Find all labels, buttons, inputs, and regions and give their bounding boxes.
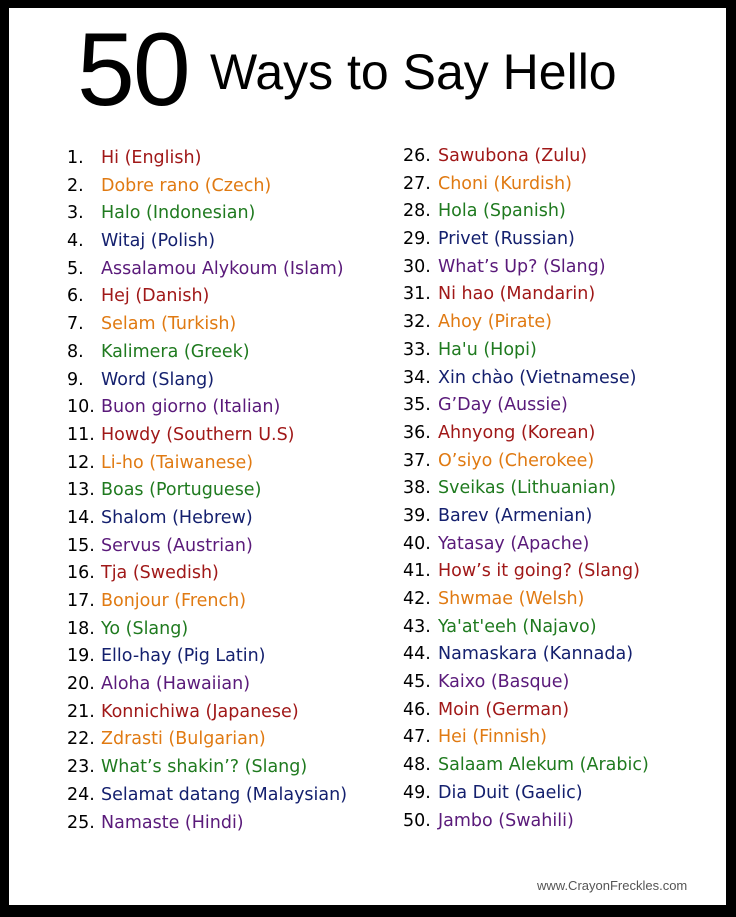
greeting-phrase: Ni hao (Mandarin): [438, 284, 596, 305]
greeting-number: 36.: [403, 422, 431, 443]
greetings-list-right: [403, 143, 649, 835]
greeting-number: 23.: [67, 757, 95, 778]
greeting-number: 15.: [67, 535, 95, 556]
greeting-phrase: Shwmae (Welsh): [438, 589, 585, 609]
greeting-phrase: Servus (Austrian): [101, 535, 253, 556]
greetings-list-left: [67, 145, 347, 837]
greeting-phrase: Ya'at'eeh (Najavo): [438, 616, 597, 637]
greeting-item: [67, 782, 347, 810]
greeting-item: [67, 145, 347, 173]
title-number: 50: [77, 12, 189, 128]
greeting-item: [67, 810, 347, 838]
greeting-number: 20.: [67, 674, 95, 695]
greeting-phrase: Hi (English): [101, 148, 202, 168]
greeting-item: [67, 339, 347, 367]
greeting-number: 46.: [403, 699, 431, 720]
greeting-item: [67, 283, 347, 311]
greeting-number: 7.: [67, 314, 84, 335]
greeting-number: 31.: [403, 284, 431, 305]
greeting-number: 12.: [67, 452, 95, 473]
greeting-number: 19.: [67, 646, 95, 667]
greeting-phrase: Hola (Spanish): [438, 201, 566, 222]
greeting-item: [403, 392, 649, 420]
greeting-item: [403, 448, 649, 476]
greeting-item: [403, 475, 649, 503]
greeting-item: [67, 477, 347, 505]
greeting-number: 6.: [67, 286, 84, 307]
greeting-phrase: What’s Up? (Slang): [438, 256, 606, 277]
greeting-item: [403, 337, 649, 365]
greeting-phrase: Buon giorno (Italian): [101, 397, 281, 418]
greeting-number: 33.: [403, 339, 431, 360]
greeting-item: [67, 533, 347, 561]
greeting-phrase: Yo (Slang): [101, 618, 189, 639]
greeting-phrase: Xin chào (Vietnamese): [438, 367, 637, 388]
greeting-number: 37.: [403, 450, 431, 471]
greeting-item: [67, 228, 347, 256]
greeting-phrase: Dia Duit (Gaelic): [438, 782, 583, 803]
greeting-phrase: Bonjour (French): [101, 591, 247, 611]
greeting-number: 17.: [67, 591, 95, 611]
greeting-number: 2.: [67, 175, 84, 196]
greeting-item: [67, 256, 347, 284]
greeting-phrase: Yatasay (Apache): [438, 533, 590, 554]
greeting-phrase: Choni (Kurdish): [438, 173, 572, 194]
greeting-number: 35.: [403, 395, 431, 416]
greeting-number: 50.: [403, 810, 431, 831]
greeting-number: 41.: [403, 561, 431, 582]
greeting-item: [403, 531, 649, 559]
greeting-item: [403, 669, 649, 697]
greeting-number: 3.: [67, 203, 84, 224]
greeting-phrase: Dobre rano (Czech): [101, 175, 272, 196]
greeting-item: [403, 558, 649, 586]
greeting-phrase: Aloha (Hawaiian): [101, 674, 251, 695]
greeting-phrase: Kalimera (Greek): [101, 341, 250, 362]
greeting-number: 21.: [67, 701, 95, 722]
greeting-item: [67, 671, 347, 699]
greeting-number: 25.: [67, 812, 95, 833]
greeting-number: 34.: [403, 367, 431, 388]
greeting-phrase: How’s it going? (Slang): [438, 561, 640, 582]
greeting-number: 30.: [403, 256, 431, 277]
greeting-item: [403, 780, 649, 808]
greeting-item: [403, 365, 649, 393]
greeting-item: [403, 808, 649, 836]
greeting-number: 26.: [403, 146, 431, 166]
greeting-phrase: Selamat datang (Malaysian): [101, 784, 348, 805]
greeting-item: [67, 505, 347, 533]
greeting-item: [403, 586, 649, 614]
greeting-phrase: Kaixo (Basque): [438, 672, 570, 693]
greeting-number: 32.: [403, 312, 431, 333]
greeting-item: [67, 394, 347, 422]
greeting-number: 48.: [403, 755, 431, 776]
greeting-phrase: Ha'u (Hopi): [438, 339, 537, 360]
greeting-phrase: Ahnyong (Korean): [438, 422, 596, 443]
greeting-phrase: Word (Slang): [101, 369, 215, 390]
greeting-item: [67, 450, 347, 478]
greeting-phrase: Halo (Indonesian): [101, 203, 256, 224]
greeting-number: 40.: [403, 533, 431, 554]
greeting-item: [403, 503, 649, 531]
greeting-phrase: Ello-hay (Pig Latin): [101, 646, 266, 667]
greeting-number: 29.: [403, 229, 431, 250]
greeting-number: 18.: [67, 618, 95, 639]
greeting-item: [67, 200, 347, 228]
greeting-number: 1.: [67, 148, 84, 168]
greeting-item: [67, 311, 347, 339]
greeting-number: 45.: [403, 672, 431, 693]
greeting-item: [67, 643, 347, 671]
greeting-number: 42.: [403, 589, 431, 609]
greeting-item: [403, 641, 649, 669]
greeting-item: [403, 420, 649, 448]
greeting-number: 49.: [403, 782, 431, 803]
greeting-item: [67, 367, 347, 395]
greeting-phrase: Boas (Portuguese): [101, 480, 262, 501]
greeting-number: 22.: [67, 729, 95, 750]
greeting-phrase: G’Day (Aussie): [438, 395, 568, 416]
greeting-number: 27.: [403, 173, 431, 194]
greeting-item: [67, 173, 347, 201]
greeting-phrase: Witaj (Polish): [101, 231, 216, 252]
greeting-phrase: Zdrasti (Bulgarian): [101, 729, 266, 750]
greeting-phrase: Ahoy (Pirate): [438, 312, 552, 333]
greeting-phrase: Tja (Swedish): [101, 563, 219, 584]
greeting-phrase: Hej (Danish): [101, 286, 210, 307]
greeting-phrase: Sveikas (Lithuanian): [438, 478, 617, 499]
greeting-item: [403, 752, 649, 780]
greeting-phrase: Privet (Russian): [438, 229, 575, 250]
poster-title: [0, 0, 736, 130]
greeting-item: [67, 699, 347, 727]
greeting-phrase: Shalom (Hebrew): [101, 507, 253, 528]
greeting-item: [67, 726, 347, 754]
greeting-phrase: Howdy (Southern U.S): [101, 424, 295, 445]
greeting-item: [403, 198, 649, 226]
greeting-number: 4.: [67, 231, 84, 252]
greeting-item: [403, 143, 649, 171]
greeting-item: [67, 754, 347, 782]
greeting-phrase: Konnichiwa (Japanese): [101, 701, 299, 722]
greeting-number: 5.: [67, 258, 84, 279]
greeting-item: [403, 281, 649, 309]
greeting-item: [403, 614, 649, 642]
greeting-phrase: Selam (Turkish): [101, 314, 237, 335]
greeting-number: 14.: [67, 507, 95, 528]
greeting-phrase: O’siyo (Cherokee): [438, 450, 595, 471]
greeting-item: [403, 309, 649, 337]
greeting-phrase: Assalamou Alykoum (Islam): [101, 258, 344, 279]
greeting-phrase: Barev (Armenian): [438, 505, 593, 526]
greeting-item: [67, 588, 347, 616]
greeting-number: 39.: [403, 505, 431, 526]
greeting-phrase: Li-ho (Taiwanese): [101, 452, 254, 473]
greeting-number: 43.: [403, 616, 431, 637]
greeting-number: 13.: [67, 480, 95, 501]
greeting-item: [403, 724, 649, 752]
greeting-item: [403, 226, 649, 254]
greeting-number: 47.: [403, 727, 431, 748]
greeting-number: 10.: [67, 397, 95, 418]
greeting-number: 44.: [403, 644, 431, 665]
greeting-number: 28.: [403, 201, 431, 222]
greeting-phrase: Namaskara (Kannada): [438, 644, 634, 665]
greeting-item: [67, 422, 347, 450]
greeting-item: [403, 697, 649, 725]
greeting-phrase: What’s shakin’? (Slang): [101, 757, 308, 778]
greeting-phrase: Hei (Finnish): [438, 727, 547, 748]
greeting-item: [67, 616, 347, 644]
greeting-number: 16.: [67, 563, 95, 584]
greeting-phrase: Jambo (Swahili): [438, 810, 574, 831]
greeting-number: 11.: [67, 424, 95, 445]
greeting-item: [403, 171, 649, 199]
greeting-phrase: Namaste (Hindi): [101, 812, 244, 833]
greeting-phrase: Sawubona (Zulu): [438, 146, 588, 166]
greeting-item: [67, 560, 347, 588]
greeting-phrase: Moin (German): [438, 699, 570, 720]
website-credit: www.CrayonFreckles.com: [537, 878, 688, 893]
greeting-item: [403, 254, 649, 282]
greeting-phrase: Salaam Alekum (Arabic): [438, 755, 649, 776]
title-text: Ways to Say Hello: [210, 44, 617, 100]
greeting-number: 24.: [67, 784, 95, 805]
greeting-number: 8.: [67, 341, 84, 362]
greeting-number: 38.: [403, 478, 431, 499]
greeting-number: 9.: [67, 369, 84, 390]
